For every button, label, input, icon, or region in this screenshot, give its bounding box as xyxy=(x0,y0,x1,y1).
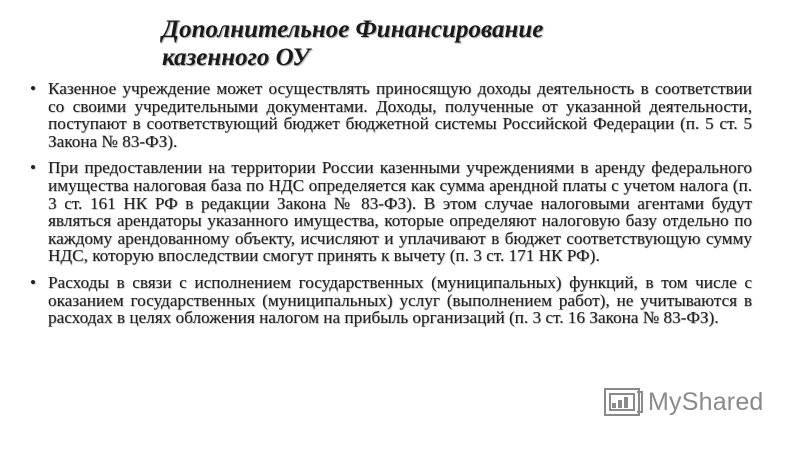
slide-title-line-1: Дополнительное Финансирование xyxy=(162,16,544,43)
bullet-item xyxy=(30,159,752,265)
bullet-item xyxy=(30,274,752,327)
bullet-marker: • xyxy=(30,272,36,292)
bullet-text: Расходы в связи с исполнением государственных (муниципальных) функций, в том числе с оказанием государственных (муниципальных) услуг (выполнением работ), не учитываются в расходах в целях обложения налогом на прибыль организаций (п. 3 ст. 16 Закона № 83-ФЗ). xyxy=(48,272,752,328)
bullet-text: При предоставлении на территории России казенными учреждениями в аренду федерального имущества налоговая база по НДС определяется как сумма арендной платы с учетом налога (п. 3 ст. 161 НК РФ в редакции Закона № 83-ФЗ). В этом случае налоговыми агентами будут являться арендаторы указанного имущества, которые определяют налоговую базу отдельно по каждому арендованному объекту, исчисляют и уплачивают в бюджет соответствующую сумму НДС, которую впоследствии смогут принять к вычету (п. 3 ст. 171 НК РФ). xyxy=(48,158,752,266)
bullet-marker: • xyxy=(30,79,36,98)
slide-title xyxy=(162,16,762,72)
bullet-item xyxy=(30,80,752,150)
bullet-marker: • xyxy=(30,158,36,178)
watermark-text: MyShared xyxy=(648,387,764,416)
slide-title-line-2: казенного ОУ xyxy=(162,44,310,71)
myshared-logo-icon xyxy=(604,386,644,418)
myshared-watermark xyxy=(604,386,764,418)
bullet-list xyxy=(30,80,752,336)
bullet-text: Казенное учреждение может осуществлять приносящую доходы деятельность в соответствии со своими учредительными документами. Доходы, полученные от указанной деятельности, поступают в соответствующий бюджет бюджетной системы Российской Федерации (п. 5 ст. 5 Закона № 83-ФЗ). xyxy=(48,79,752,151)
